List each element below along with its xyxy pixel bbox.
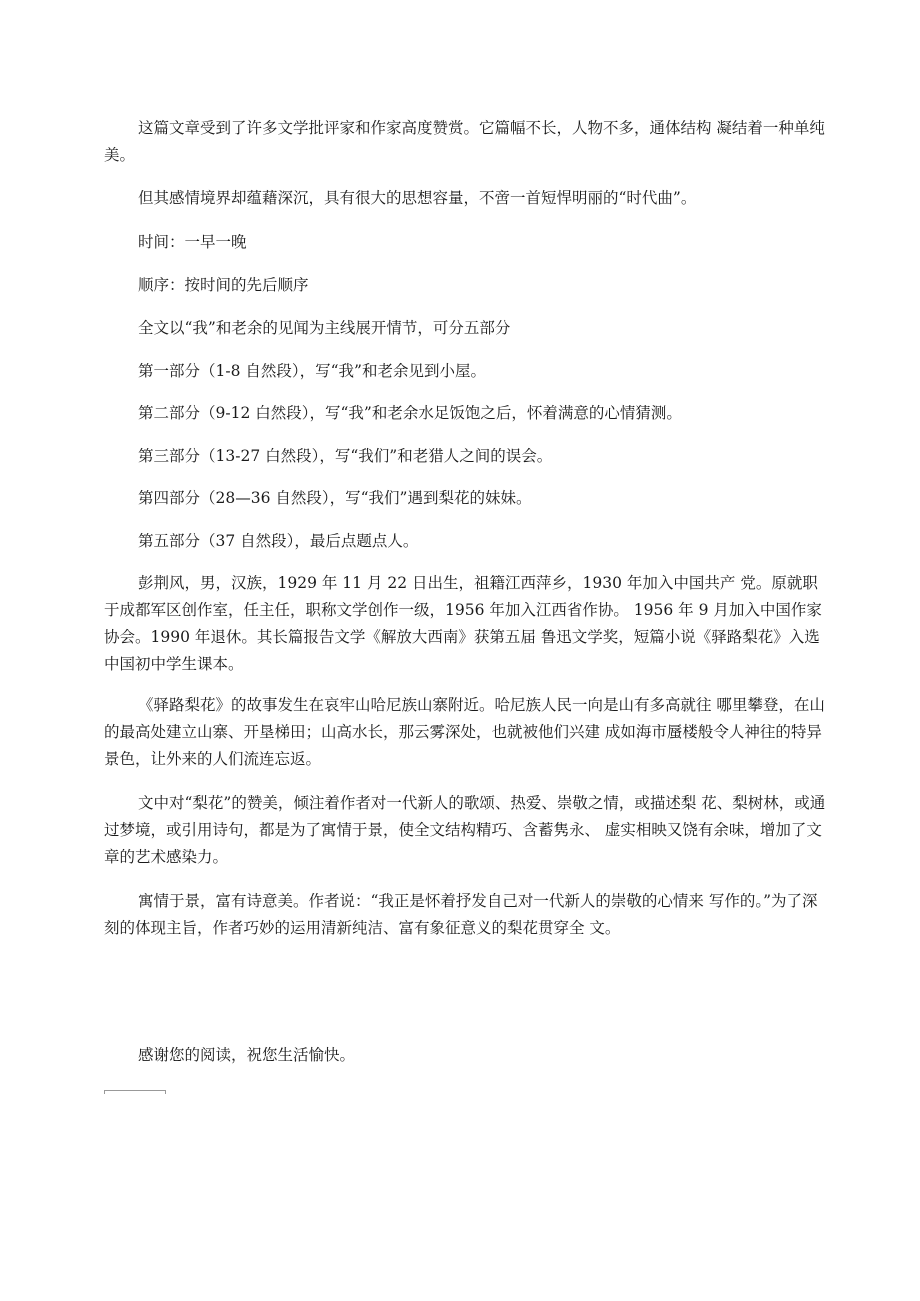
paragraph-emotional-depth: 但其感情境界却蕴藉深沉，具有很大的思想容量，不啻一首短悍明丽的“时代曲”。	[138, 189, 697, 207]
paragraph-part-two: 第二部分（9-12 白然段），写“我”和老余水足饭饱之后，怀着满意的心情猜测。	[138, 404, 682, 422]
paragraph-author-bio: 彭荆风，男，汉族，1929 年 11 月 22 日出生，祖籍江西萍乡，1930 年加入中国共产 党。原就职于成都军区创作室，任主任，职称文学创作一级，1956 年加入江西省作协。 1956 年 9 月加入中国作家协会。1990 年退休。其长篇报告文学《解放大西南》获第五届 鲁迅文学奖，短篇小说《驿路梨花》入选中国初中学生课本。	[104, 574, 822, 673]
paragraph-story-setting: 《驿路梨花》的故事发生在哀牢山哈尼族山寨附近。哈尼族人民一向是山有多高就往 哪里攀登，在山的最高处建立山寨、开垦梯田；山高水长，那云雾深处，也就被他们兴建 成如海市蜃楼般令人神往的特异景色，让外来的人们流连忘返。	[104, 696, 825, 768]
paragraph-part-three: 第三部分（13-27 白然段），写“我们”和老猎人之间的误会。	[138, 447, 553, 465]
paragraph-part-four: 第四部分（28—36 自然段），写“我们”遇到梨花的妹妹。	[138, 489, 532, 507]
paragraph-time: 时间：一早一晚	[138, 233, 247, 251]
paragraph-closing-thanks: 感谢您的阅读，祝您生活愉快。	[138, 1046, 356, 1064]
paragraph-order: 顺序：按时间的先后顺序	[138, 276, 309, 294]
paragraph-structure-overview: 全文以“我”和老余的见闻为主线展开情节，可分五部分	[138, 319, 511, 337]
footnote-divider	[104, 1090, 166, 1091]
paragraph-intro-praise: 这篇文章受到了许多文学批评家和作家高度赞赏。它篇幅不长，人物不多，通体结构 凝结着一种单纯美。	[104, 119, 825, 164]
paragraph-part-one: 第一部分（1-8 自然段），写“我”和老余见到小屋。	[138, 362, 486, 380]
paragraph-part-five: 第五部分（37 自然段），最后点题点人。	[138, 532, 419, 550]
paragraph-poetic-beauty: 寓情于景，富有诗意美。作者说：“我正是怀着抒发自己对一代新人的崇敬的心情来 写作的。”为了深刻的体现主旨，作者巧妙的运用清新纯洁、富有象征意义的梨花贯穿全 文。	[104, 892, 818, 937]
paragraph-pear-blossom-praise: 文中对“梨花”的赞美，倾注着作者对一代新人的歌颂、热爱、崇敬之情，或描述梨 花、梨树林，或通过梦境，或引用诗句，都是为了寓情于景，使全文结构精巧、含蓄隽永、 虚实相映又饶有余味，增加了文章的艺术感染力。	[104, 794, 826, 866]
